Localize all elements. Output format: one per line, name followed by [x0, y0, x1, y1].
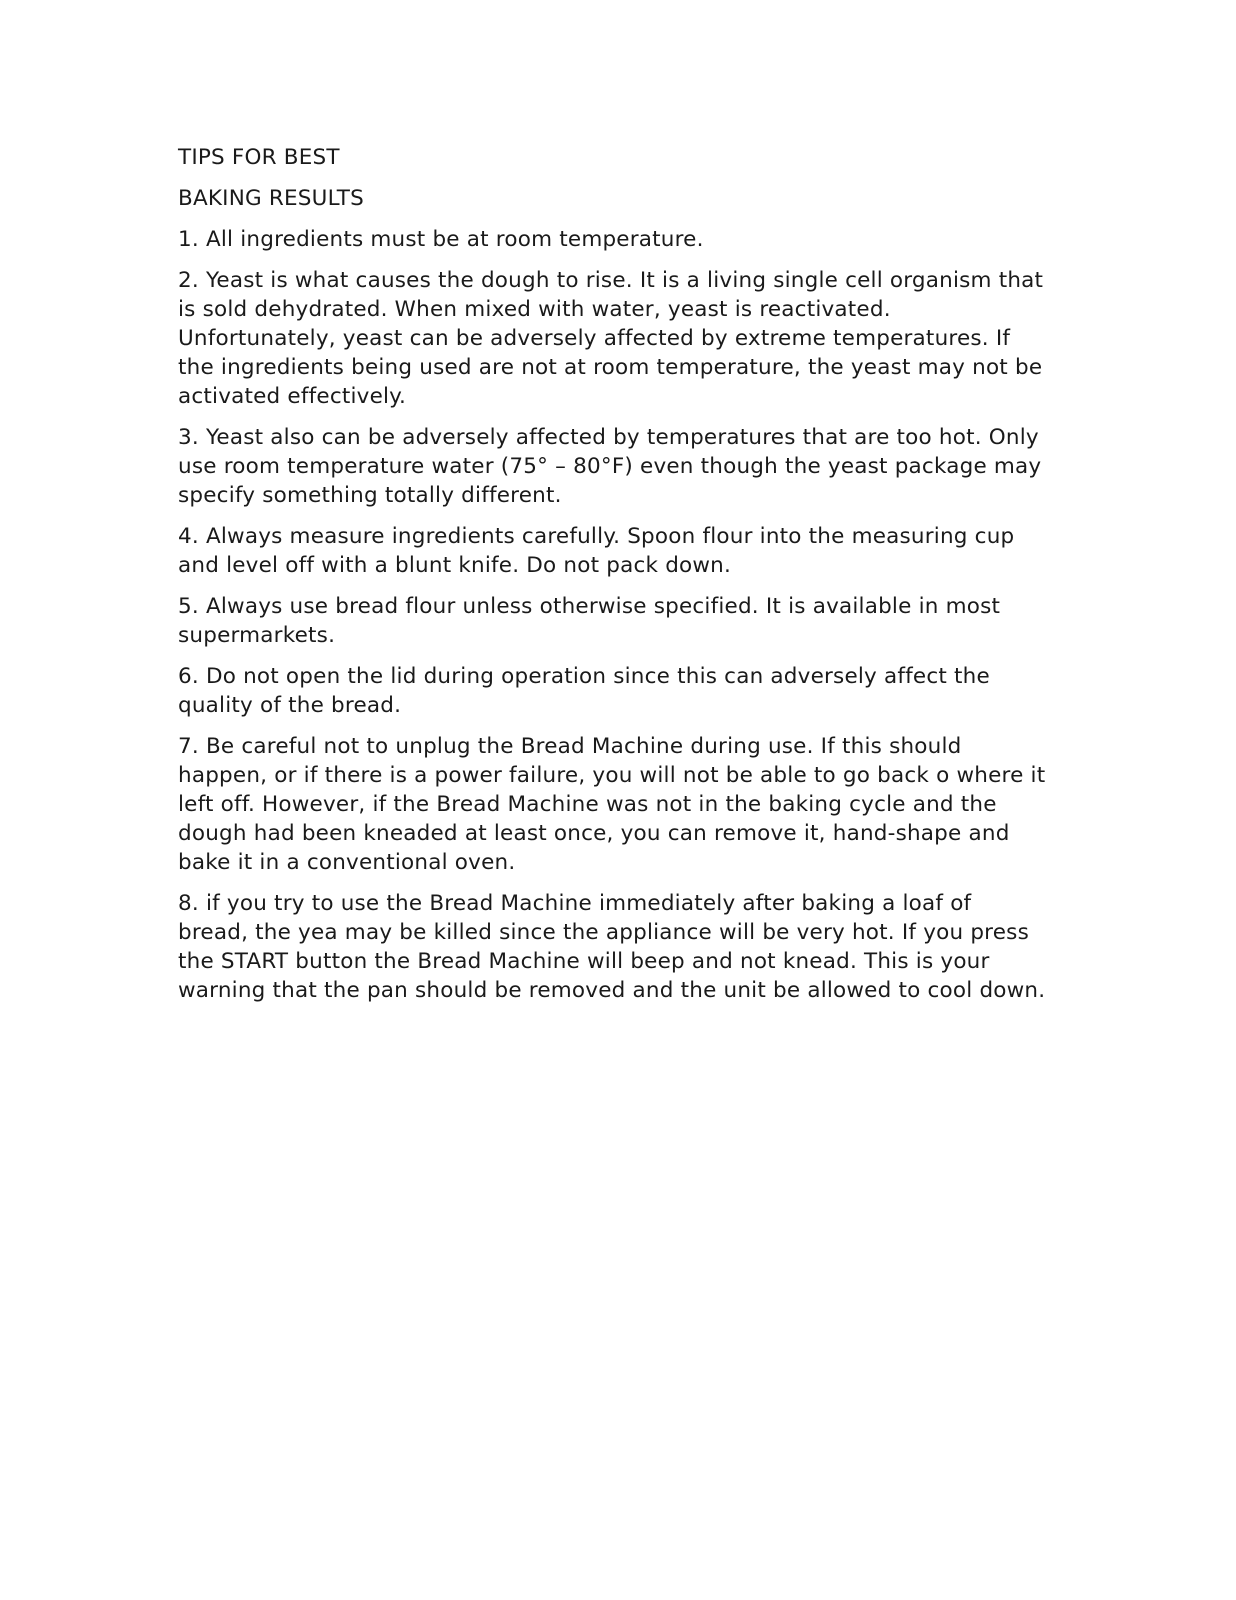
tip-2: 2. Yeast is what causes the dough to rise. It is a living single cell organism that is sold dehydrated. When mixed with water, yeast is reactivated. Unfortunately, yeast can be adversely affected by extreme temperatures. If the ingredients being used are not at room temperature, the yeast may not be activated effectively.: [178, 268, 1044, 409]
tip-5: 5. Always use bread flour unless otherwise specified. It is available in most supermarkets.: [178, 594, 1001, 648]
tip-3: 3. Yeast also can be adversely affected by temperatures that are too hot. Only use room temperature water (75° – 80°F) even though the yeast package may specify something totally different.: [178, 425, 1042, 508]
tip-1: 1. All ingredients must be at room temperature.: [178, 227, 704, 252]
tip-7: 7. Be careful not to unplug the Bread Machine during use. If this should happen, or if there is a power failure, you will not be able to go back o where it left off. However, if the Bread Machine was not in the baking cycle and the dough had been kneaded at least once, you can remove it, hand-shape and bake it in a conventional oven.: [178, 734, 1046, 875]
document-page: [178, 143, 1048, 1017]
tip-8: 8. if you try to use the Bread Machine immediately after baking a loaf of bread, the yea may be killed since the appliance will be very hot. If you press the START button the Bread Machine will beep and not knead. This is your warning that the pan should be removed and the unit be allowed to cool down.: [178, 891, 1046, 1003]
title-line-2: BAKING RESULTS: [178, 186, 364, 211]
tip-6: 6. Do not open the lid during operation since this can adversely affect the quality of the bread.: [178, 664, 990, 718]
tip-4: 4. Always measure ingredients carefully. Spoon flour into the measuring cup and level off with a blunt knife. Do not pack down.: [178, 524, 1015, 578]
title-line-1: TIPS FOR BEST: [178, 145, 340, 170]
